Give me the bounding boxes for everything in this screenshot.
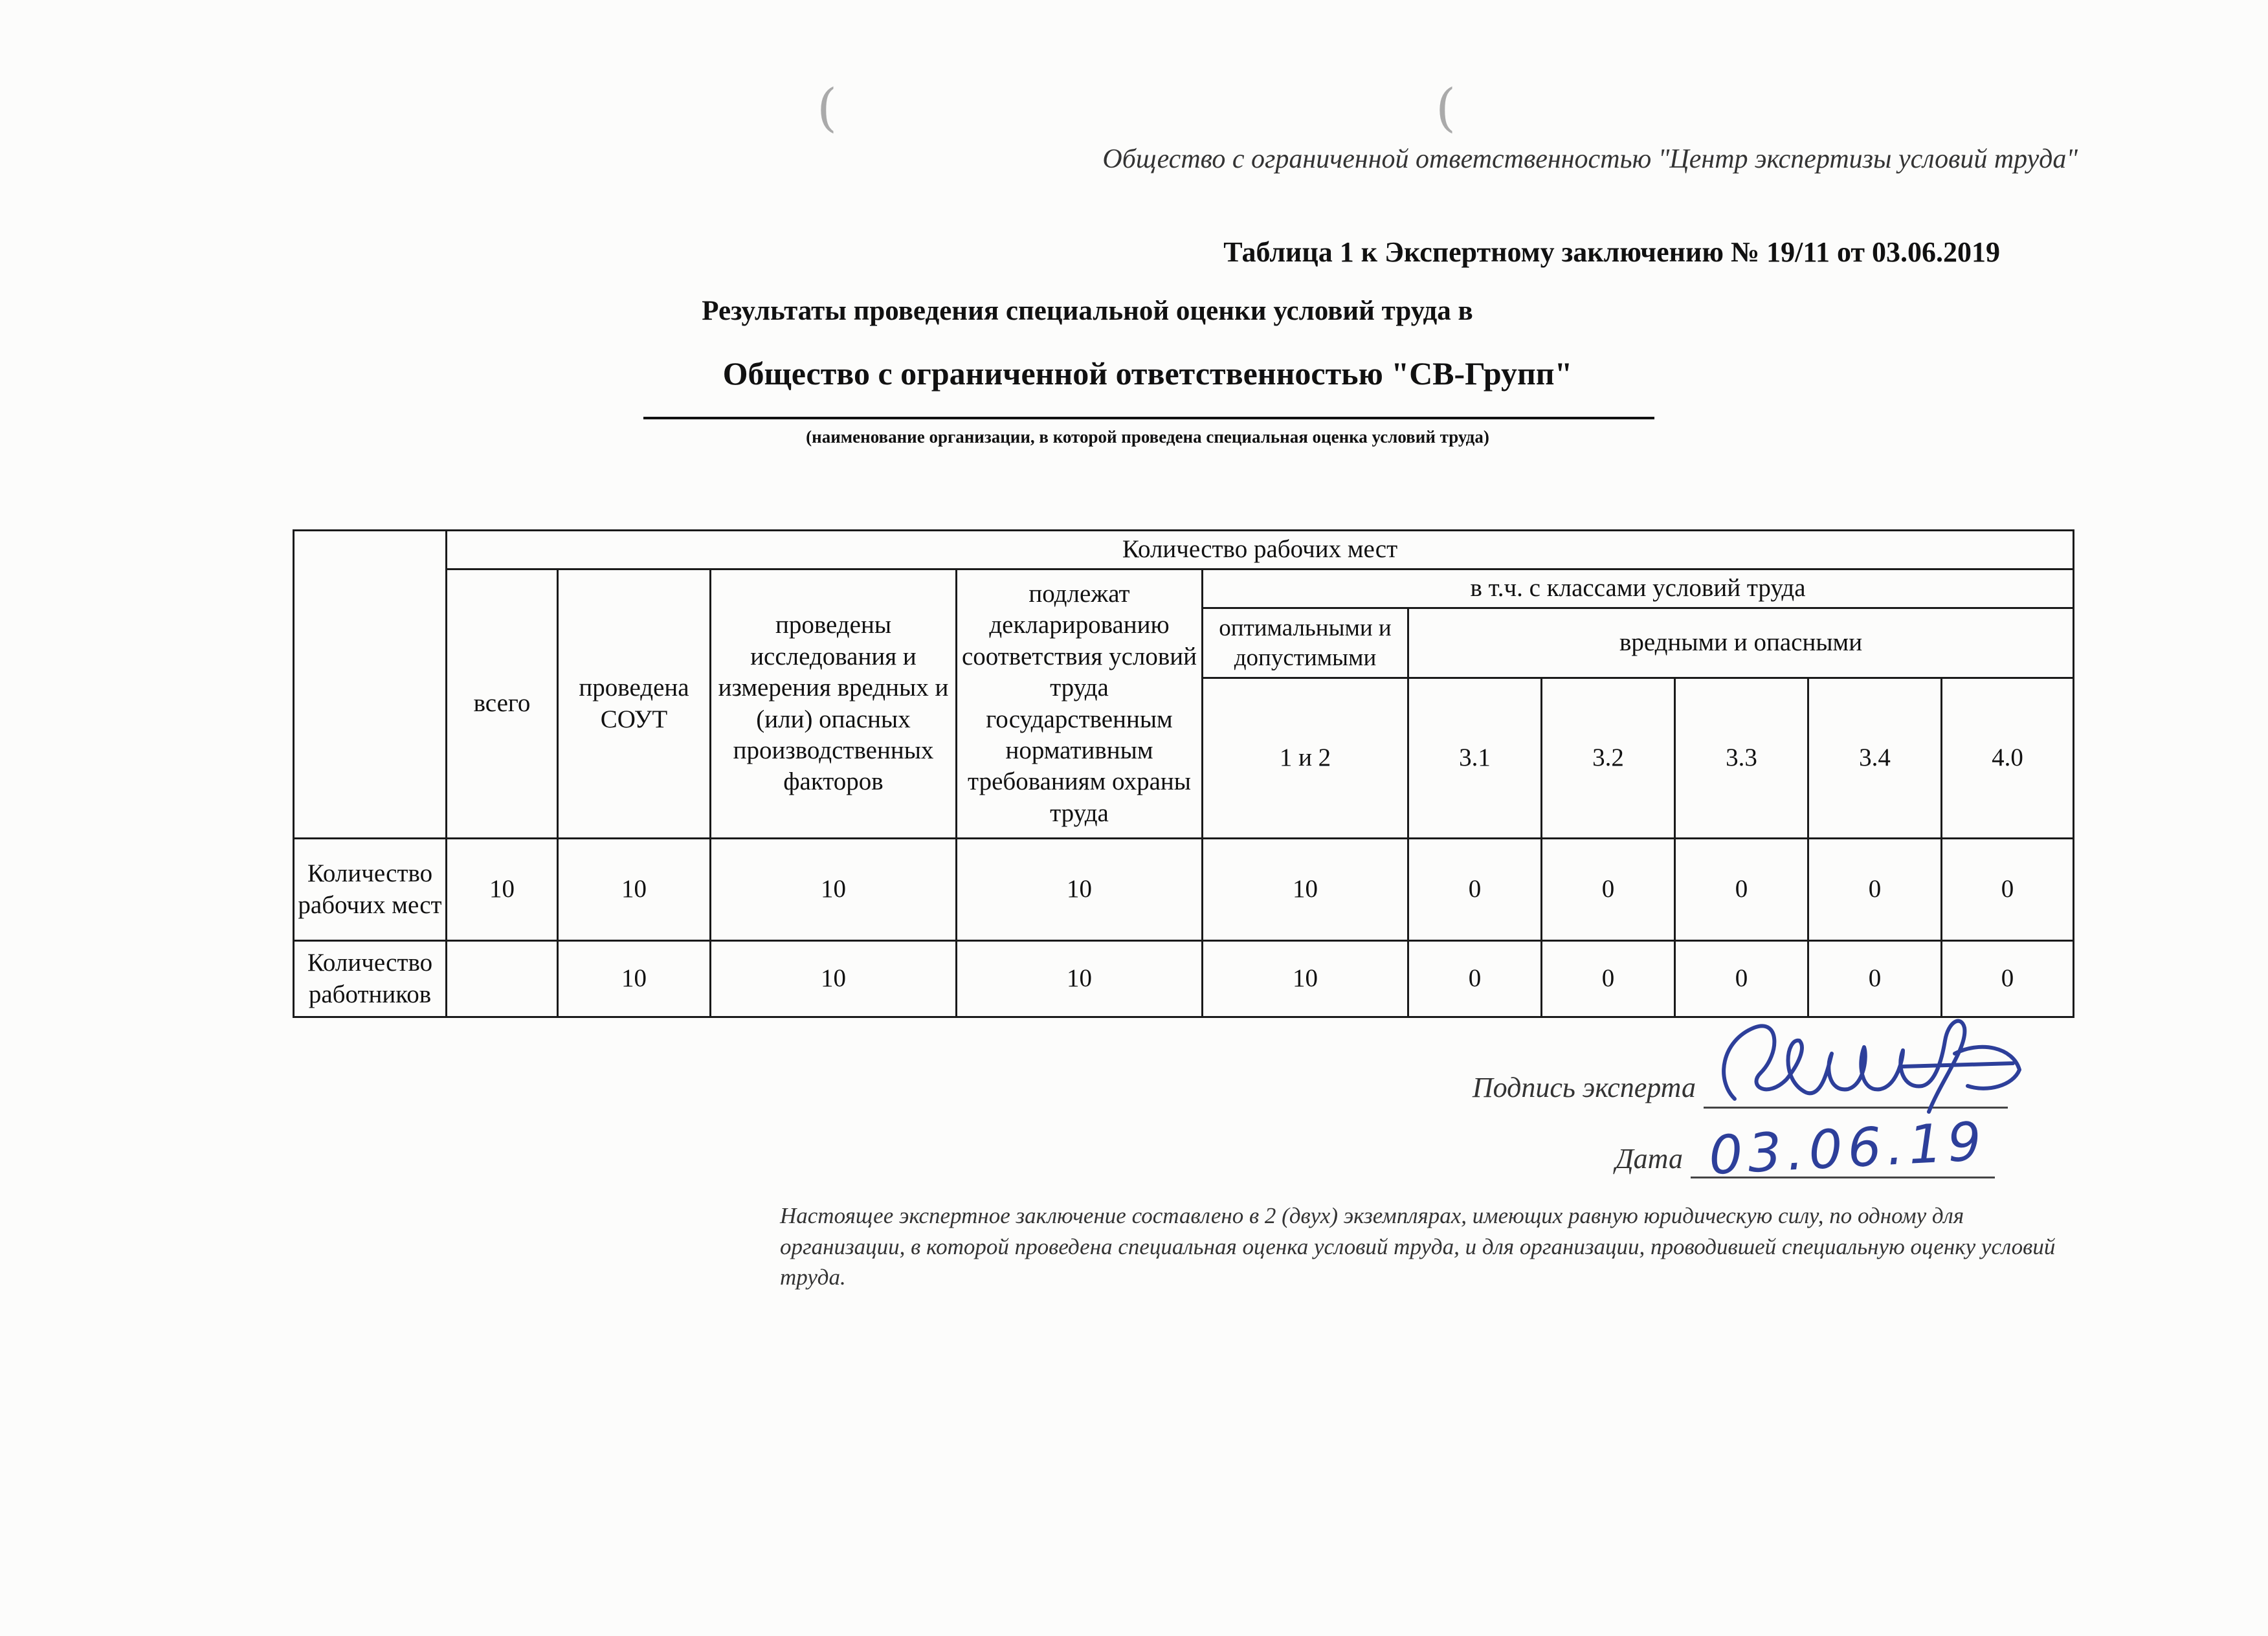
table-row	[294, 839, 2074, 941]
class-label: 1 и 2	[1203, 678, 1408, 839]
table-cell: 10	[558, 941, 711, 1017]
notice-text: Настоящее экспертное заключение составлено в 2 (двух) экземплярах, имеющих равную юридическую силу, по одному для организации, в которой проведена специальная оценка условий труда, и для организации, проводившей специальную оценку условий труда.	[780, 1203, 2056, 1290]
table-cell: 10	[711, 941, 957, 1017]
table-cell: 0	[1542, 941, 1675, 1017]
table-cell: 0	[1942, 941, 2074, 1017]
handwritten-date: 03.06.19	[1707, 1111, 1988, 1187]
header-classes: в т.ч. с классами условий труда	[1203, 569, 2074, 608]
table-cell: 0	[1675, 941, 1808, 1017]
table-cell: 10	[447, 839, 558, 941]
company-caption: (наименование организации, в которой проведена специальная оценка условий труда)	[806, 427, 1489, 447]
header-optimal: оптимальными и допустимыми	[1203, 608, 1408, 678]
header-sout: проведена СОУТ	[558, 569, 711, 839]
table-cell: 10	[1203, 941, 1408, 1017]
scan-mark: (	[1436, 78, 1456, 138]
handwritten-signature	[1709, 1002, 2045, 1125]
header-harmful: вредными и опасными	[1408, 608, 2074, 678]
class-label: 3.1	[1408, 678, 1542, 839]
table-cell: 0	[1808, 839, 1942, 941]
corner-cell	[294, 531, 447, 839]
date-label: Дата	[1615, 1143, 1683, 1175]
class-label: 3.4	[1808, 678, 1942, 839]
table-cell: 10	[711, 839, 957, 941]
table-cell: 10	[1203, 839, 1408, 941]
table-cell: 0	[1808, 941, 1942, 1017]
table-cell: 10	[558, 839, 711, 941]
header-total: всего	[447, 569, 558, 839]
class-label: 4.0	[1942, 678, 2074, 839]
expert-signature-label: Подпись эксперта	[1472, 1072, 1696, 1103]
class-label: 3.2	[1542, 678, 1675, 839]
header-main: Количество рабочих мест	[447, 531, 2074, 569]
table-cell: 0	[1542, 839, 1675, 941]
table-cell: 0	[1942, 839, 2074, 941]
results-title: Результаты проведения специальной оценки условий труда в	[702, 296, 1473, 326]
scan-mark: (	[817, 78, 838, 138]
table-reference: Таблица 1 к Экспертному заключению № 19/11 от 03.06.2019	[1223, 236, 2000, 268]
header-declaration: подлежат декларированию соответствия условий труда государственным нормативным требованиям охраны труда	[957, 569, 1203, 839]
header-research: проведены исследования и измерения вредных и (или) опасных производственных факторов	[711, 569, 957, 839]
company-underline	[643, 417, 1654, 419]
class-label: 3.3	[1675, 678, 1808, 839]
company-name: Общество с ограниченной ответственностью "СВ-Групп"	[722, 355, 1573, 392]
table-cell: 0	[1675, 839, 1808, 941]
row-label: Количество работников	[294, 941, 447, 1017]
table-cell	[447, 941, 558, 1017]
organization-header: Общество с ограниченной ответственностью "Центр экспертизы условий труда"	[1102, 144, 2078, 174]
table-cell: 10	[957, 941, 1203, 1017]
table-cell: 0	[1408, 941, 1542, 1017]
row-label: Количество рабочих мест	[294, 839, 447, 941]
table-cell: 0	[1408, 839, 1542, 941]
table-cell: 10	[957, 839, 1203, 941]
results-table	[293, 529, 2074, 1018]
